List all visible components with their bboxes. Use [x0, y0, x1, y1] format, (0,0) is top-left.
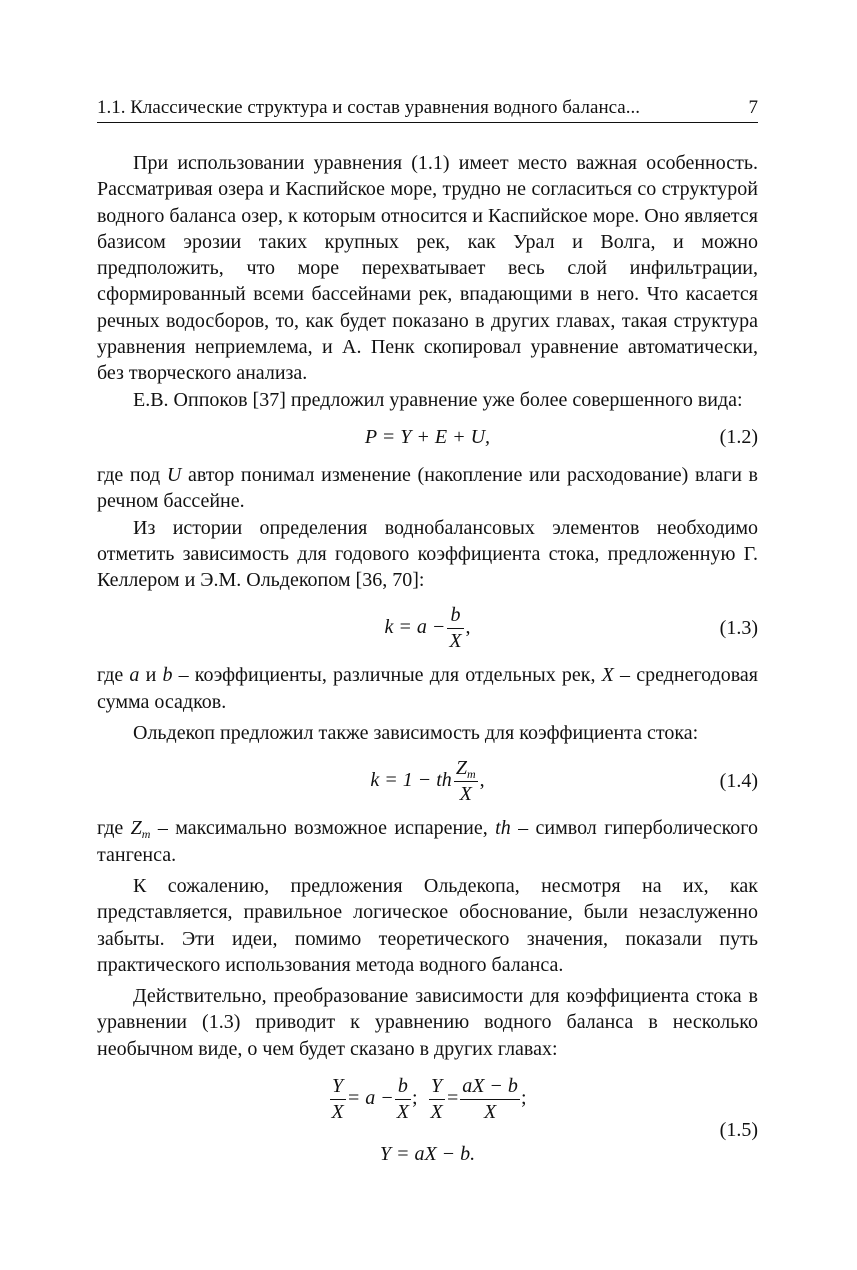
p5-text-b: и — [139, 664, 163, 687]
equation-1-3-fraction — [447, 603, 463, 654]
paragraph-9: Действительно, преобразование зависимости для коэффициента стока в уравнении (1.3) приводит к уравнению водного баланса в несколько необычном виде, о чем будет сказано в других главах: — [97, 985, 758, 1060]
paragraph-4: Из истории определения воднобалансовых элементов необходимо отметить зависимость для годового коэффициента стока, предложенную Г. Келлером и Э.М. Ольдекопом [36, 70]: — [97, 516, 758, 592]
eq5-f1-num: Y — [330, 1074, 346, 1100]
body-text — [97, 150, 758, 1186]
p5-var-a: a — [129, 664, 140, 687]
p5-text-a: где — [97, 664, 130, 687]
equation-1-2 — [97, 422, 758, 452]
paragraph-8: К сожалению, предложения Ольдекопа, несмотря на их, как представляется, правильное логическое обоснование, были незаслуженно забыты. Эти идеи, помимо теоретического значения, показали путь практического использования метода водного баланса. — [97, 874, 758, 976]
p3-text-b: автор понимал изменение (накопление или расходование) влаги в речном бассейне. — [97, 463, 758, 513]
equation-1-4-num-var: Z — [455, 757, 467, 780]
paragraph-1: При использовании уравнения (1.1) имеет место важная особенность. Рассматривая озера и Каспийское море, трудно не согласиться со структурой водного баланса озер, к которым относится и Каспийское море. Оно является базисом эрозии таких крупных рек, как Урал и Волга, и можно предположить, что море перехватывает весь слой инфильтрации, сформированный всеми бассейнами рек, впадающими в него. Что касается речных водосборов, то, как будет показано в других главах, такая структура уравнения неприемлема, и А. Пенк скопировал уравнение автоматически, без творческого анализа. — [97, 152, 758, 385]
p5-text-d: – среднегодовая сумма осадков. — [97, 664, 759, 713]
paragraph-2: Е.В. Оппоков [37] предложил уравнение уже более совершенного вида: — [133, 388, 743, 411]
equation-1-5-number: (1.5) — [719, 1118, 758, 1141]
p7-text-b: – максимально возможное испарение, — [150, 817, 496, 840]
equation-1-3-denominator: X — [449, 630, 462, 653]
equation-1-3-tail: , — [465, 616, 471, 639]
p7-var-th: th — [495, 817, 511, 840]
p3-var-u: U — [166, 463, 182, 486]
eq5-f2-num: b — [395, 1074, 411, 1100]
p3-text-a: где под — [97, 463, 167, 486]
equation-1-2-body: P = Y + E + U, — [364, 425, 491, 448]
eq5-mid-2: = — [445, 1087, 460, 1110]
eq5-f4-num: aX − b — [460, 1074, 520, 1100]
eq5-f4-den: X — [483, 1101, 497, 1124]
eq5-separator: ; — [411, 1087, 418, 1110]
p7-text-c: – символ гиперболического тангенса. — [97, 817, 758, 866]
equation-1-3-lhs: k = a − — [384, 616, 446, 639]
equation-1-5-line-2 — [97, 1134, 758, 1174]
p5-var-x: X — [601, 664, 614, 687]
equation-1-4 — [97, 752, 758, 810]
p7-text-a: где — [97, 817, 131, 840]
equation-1-5-frac-1 — [330, 1074, 346, 1125]
eq5-f3-num: Y — [429, 1074, 445, 1100]
eq5-mid-1: = a − — [346, 1087, 394, 1110]
equation-1-3 — [97, 599, 758, 657]
equation-1-3-number: (1.3) — [719, 617, 758, 640]
eq5-end: ; — [520, 1087, 527, 1110]
p7-sub-m: m — [141, 827, 151, 842]
equation-1-4-numerator — [454, 756, 478, 782]
equation-1-4-number: (1.4) — [719, 770, 758, 793]
equation-1-4-num-sub: m — [466, 767, 476, 782]
paragraph-7 — [97, 815, 758, 868]
page-number: 7 — [748, 97, 758, 118]
running-header — [97, 96, 758, 123]
paragraph-5 — [97, 662, 758, 715]
eq5-f1-den: X — [331, 1101, 344, 1124]
equation-1-4-tail: , — [479, 769, 485, 792]
equation-1-3-numerator: b — [447, 603, 463, 629]
eq5-line-2-text: Y = aX − b. — [379, 1143, 476, 1166]
paragraph-3 — [97, 462, 758, 515]
paragraph-6: Ольдекоп предложил также зависимость для коэффициента стока: — [133, 722, 699, 745]
eq5-f3-den: X — [430, 1101, 443, 1124]
equation-1-4-lhs: k = 1 − th — [370, 769, 452, 792]
equation-1-5 — [97, 1074, 758, 1186]
equation-1-5-line-1 — [97, 1074, 758, 1134]
p5-text-c: – коэффициенты, различные для отдельных рек, — [172, 664, 602, 687]
equation-1-4-denominator: X — [459, 783, 472, 806]
equation-1-5-frac-4 — [460, 1074, 520, 1125]
equation-1-5-frac-3 — [429, 1074, 445, 1125]
equation-1-5-frac-2 — [395, 1074, 411, 1125]
eq5-f2-den: X — [396, 1101, 409, 1124]
equation-1-2-number: (1.2) — [719, 425, 758, 448]
p5-var-b: b — [162, 664, 173, 687]
equation-1-4-fraction — [454, 756, 478, 807]
running-title: 1.1. Классические структура и состав уравнения водного баланса... — [97, 97, 640, 118]
p7-var-z: Z — [130, 817, 142, 840]
